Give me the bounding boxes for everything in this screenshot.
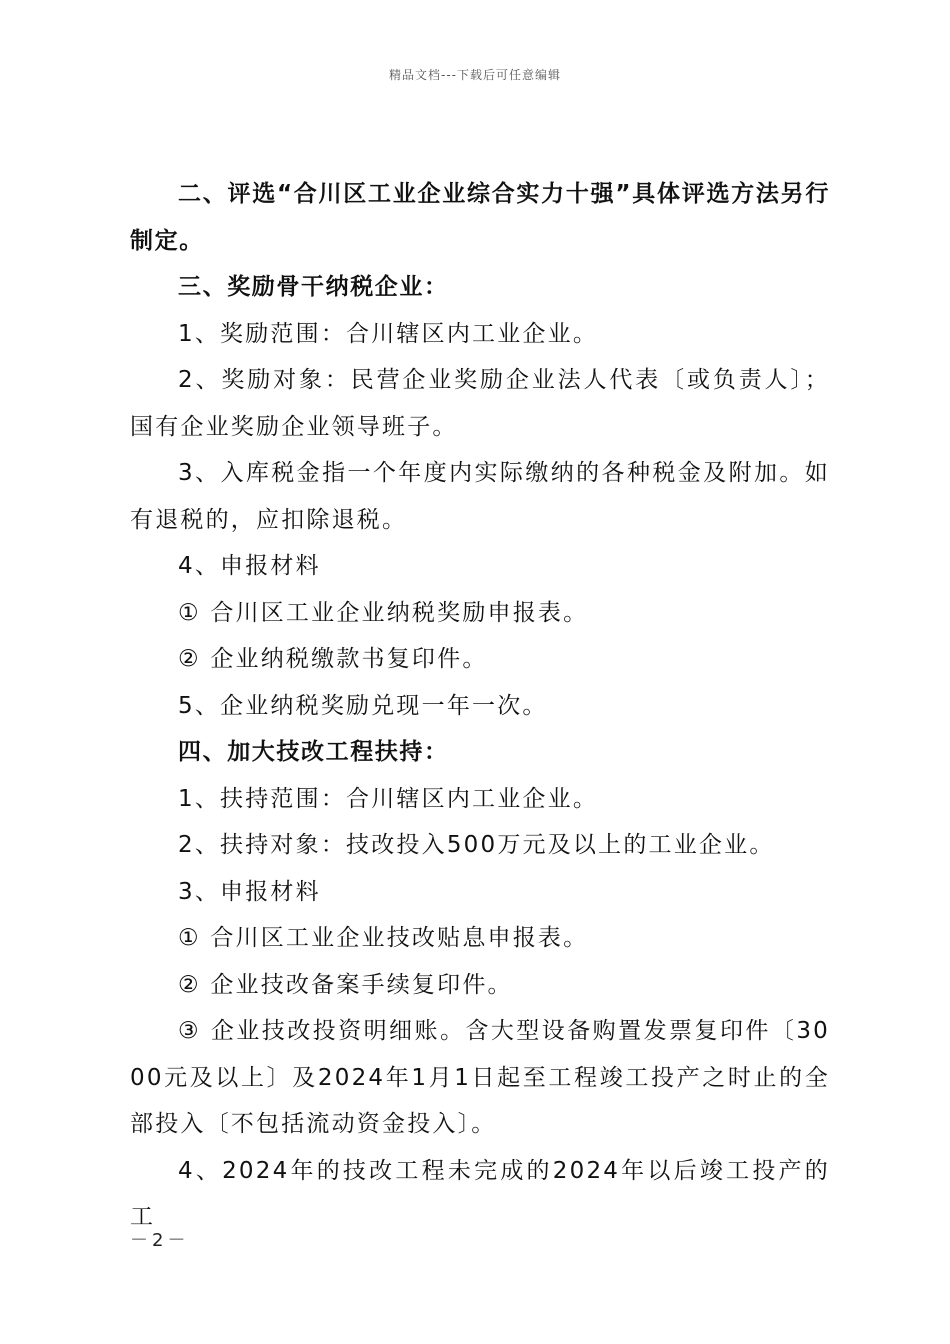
- section-heading: 三、奖励骨干纳税企业：: [178, 274, 449, 300]
- list-item: ① 合川区工业企业技改贴息申报表。: [178, 925, 589, 951]
- body-paragraph: 3、申报材料: [178, 878, 321, 905]
- document-body: [130, 171, 830, 1241]
- list-item: ① 合川区工业企业纳税奖励申报表。: [178, 599, 589, 626]
- page-number: －2－: [130, 1230, 190, 1251]
- body-paragraph: 3、入库税金指一个年度内实际缴纳的各种税金及附加。如有退税的，应扣除退税。: [130, 460, 830, 533]
- body-paragraph: 5、企业纳税奖励兑现一年一次。: [178, 692, 548, 719]
- body-paragraph: 4、申报材料: [178, 553, 321, 579]
- body-paragraph: 1、奖励范围：合川辖区内工业企业。: [178, 320, 599, 347]
- body-paragraph: 1、扶持范围：合川辖区内工业企业。: [178, 785, 599, 812]
- page-header: 精品文档---下载后可任意编辑: [389, 68, 561, 82]
- list-item: ② 企业纳税缴款书复印件。: [178, 646, 488, 672]
- body-paragraph: 4、2024年的技改工程未完成的2024年以后竣工投产的工: [130, 1157, 830, 1230]
- body-paragraph: 2、扶持对象：技改投入500万元及以上的工业企业。: [178, 832, 775, 858]
- list-item: ③ 企业技改投资明细账。含大型设备购置发票复印件〔3000元及以上〕及2024年1月1日起至工程竣工投产之时止的全部投入〔不包括流动资金投入〕。: [130, 1018, 830, 1137]
- section-heading: 四、加大技改工程扶持：: [178, 739, 449, 765]
- list-item: ② 企业技改备案手续复印件。: [178, 971, 513, 998]
- section-heading: 二、评选“合川区工业企业综合实力十强”具体评选方法另行制定。: [130, 181, 830, 254]
- body-paragraph: 2、奖励对象：民营企业奖励企业法人代表〔或负责人〕；国有企业奖励企业领导班子。: [130, 367, 830, 440]
